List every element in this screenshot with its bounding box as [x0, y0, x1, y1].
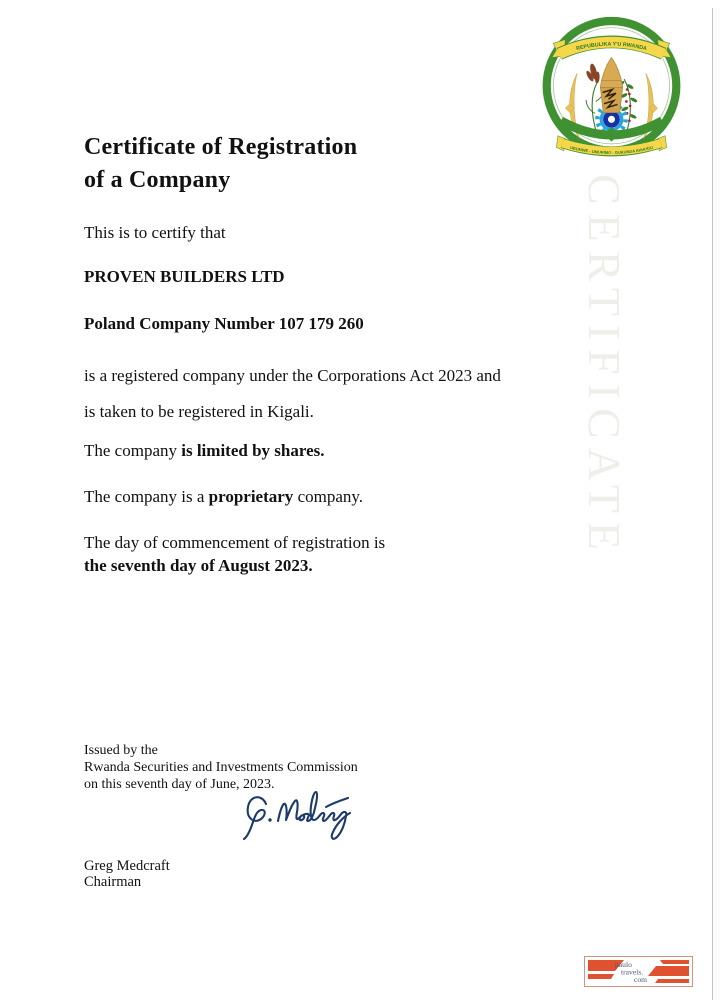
limited-prefix: The company — [84, 441, 182, 460]
issued-line2: Rwanda Securities and Investments Commission — [84, 760, 358, 776]
logo-text-line3: com — [634, 975, 648, 984]
issued-line3: on this seventh day of June, 2023. — [84, 777, 275, 793]
proprietary-line — [84, 486, 363, 508]
company-name: PROVEN BUILDERS LTD — [84, 267, 285, 286]
company-number-line: Poland Company Number 107 179 260 — [84, 314, 364, 333]
proprietary-suffix: company. — [293, 487, 364, 506]
proprietary-prefix: The company is a — [84, 487, 209, 506]
emblem-banner-text: REPUBULIKA Y'U RWANDA — [575, 41, 648, 53]
commencement-date: the seventh day of August 2023. — [84, 556, 313, 575]
registration-statement-line2: is taken to be registered in Kigali. — [84, 401, 314, 421]
basket-icon — [600, 57, 622, 112]
scrollbar-track[interactable] — [712, 8, 720, 1000]
signer-name: Greg Medcraft — [84, 858, 170, 874]
proprietary-bold: proprietary — [208, 487, 294, 506]
registration-statement-line1: is a registered company under the Corporations Act 2023 and — [84, 366, 501, 385]
paulo-travels-logo — [584, 956, 693, 987]
commencement-block — [84, 531, 385, 577]
rwanda-coat-of-arms-logo — [537, 15, 686, 170]
issued-by-block — [84, 742, 358, 794]
limited-bold: is limited by shares. — [181, 441, 325, 460]
logo-text-line2: travels. — [621, 967, 644, 977]
signer-block — [84, 858, 170, 890]
issued-line1: Issued by the — [84, 743, 158, 758]
limited-by-shares-line — [84, 440, 325, 462]
signer-title: Chairman — [84, 874, 142, 890]
emblem-motto-text: UBUMWE - UMURIMO - GUKUNDA IGIHUGU — [569, 144, 654, 155]
certificate-watermark: CERTIFICATE — [579, 174, 630, 560]
registration-statement — [84, 358, 501, 429]
page-title — [84, 131, 357, 197]
commencement-line: The day of commencement of registration is — [84, 533, 386, 552]
certify-line: This is to certify that — [84, 223, 226, 242]
page-title-line2: of a Company — [84, 167, 231, 193]
chairman-signature — [242, 787, 362, 845]
page-title-line1: Certificate of Registration — [84, 134, 358, 160]
logo-text-line1: paulo — [615, 960, 632, 969]
emblem-top-banner — [552, 40, 671, 58]
